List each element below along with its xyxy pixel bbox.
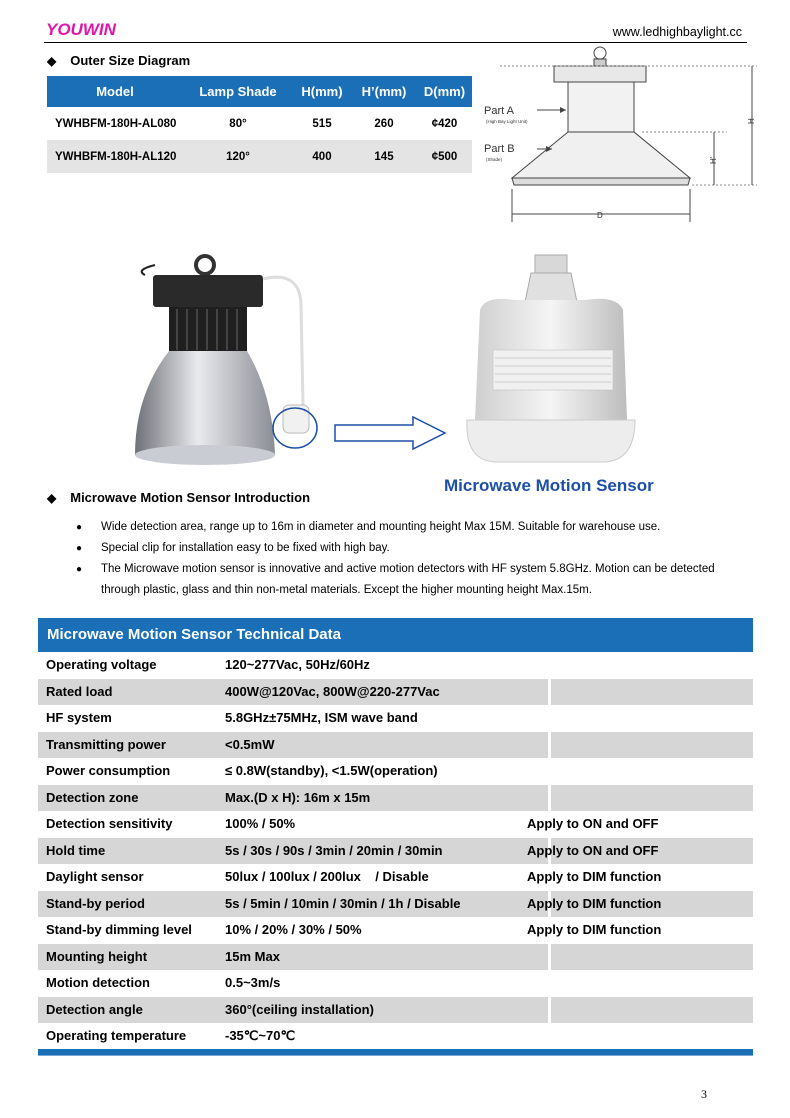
spec-note: Apply to DIM function <box>527 895 662 911</box>
spec-label: Transmitting power <box>46 736 166 752</box>
size-cell: ¢420 <box>431 117 458 130</box>
motion-sensor-image <box>455 250 645 475</box>
size-cell: 515 <box>312 117 332 130</box>
high-bay-lamp-image <box>125 245 325 477</box>
right-arrow-icon <box>333 415 448 451</box>
size-cell: ¢500 <box>417 140 472 173</box>
spec-note: Apply to DIM function <box>527 922 662 937</box>
spec-label: Hold time <box>46 842 106 858</box>
table-row <box>38 944 753 971</box>
hanging-ring-icon <box>594 47 606 59</box>
spec-value: 10% / 20% / 30% / 50% <box>225 922 362 937</box>
spec-value: 360°(ceiling installation) <box>225 1001 374 1017</box>
spec-note: Apply to DIM function <box>527 869 662 884</box>
spec-label: Operating voltage <box>46 657 157 672</box>
spec-value: 5s / 5min / 10min / 30min / 1h / Disable <box>225 895 461 911</box>
dim-h-label: H <box>747 118 756 124</box>
part-b-label: Part B <box>484 143 515 155</box>
diamond-bullet-icon: ◆ <box>47 490 57 505</box>
table-row <box>38 732 753 759</box>
table-row <box>38 758 753 785</box>
spec-label: Motion detection <box>46 975 150 990</box>
size-col-h-prime: H’(mm) <box>351 76 417 107</box>
spec-label: Rated load <box>46 683 113 699</box>
part-a-label: Part A <box>484 105 514 117</box>
spec-value: 5.8GHz±75MHz, ISM wave band <box>225 710 418 725</box>
spec-value: 15m Max <box>225 948 280 964</box>
outer-size-heading <box>47 53 190 68</box>
size-cell: 260 <box>374 117 394 130</box>
table-row <box>38 838 753 865</box>
spec-value: 400W@120Vac, 800W@220-277Vac <box>225 683 440 699</box>
table-row <box>38 970 753 997</box>
table-row <box>38 917 753 944</box>
intro-bullet-list <box>76 517 756 601</box>
spec-label: HF system <box>46 710 112 725</box>
spec-label: Stand-by dimming level <box>46 922 192 937</box>
page-number: 3 <box>701 1087 707 1101</box>
size-table-row <box>47 107 472 140</box>
website-url: www.ledhighbaylight.cc <box>612 25 742 39</box>
tech-table-bottom-rule <box>38 1049 753 1056</box>
table-row <box>38 997 753 1024</box>
spec-label: Detection angle <box>46 1001 143 1017</box>
table-row <box>38 679 753 706</box>
tech-data-title: Microwave Motion Sensor Technical Data <box>38 618 753 652</box>
outer-size-table <box>47 76 472 173</box>
spec-label: Daylight sensor <box>46 869 144 884</box>
table-row <box>38 1023 753 1050</box>
spec-label: Operating temperature <box>46 1028 187 1043</box>
header-divider <box>44 42 747 43</box>
brand-logo: YOUWIN <box>46 20 116 39</box>
size-col-d: D(mm) <box>417 76 472 107</box>
sensor-caption: Microwave Motion Sensor <box>444 476 654 495</box>
spec-value: 120~277Vac, 50Hz/60Hz <box>225 657 370 672</box>
spec-label: Stand-by period <box>46 895 145 911</box>
spec-value: <0.5mW <box>225 736 275 752</box>
list-item: ● Wide detection area, range up to 16m in diameter and mounting height Max 15M. Suitable for warehouse use. <box>76 517 756 538</box>
size-cell: 145 <box>351 140 417 173</box>
table-row <box>38 785 753 812</box>
table-row <box>38 652 753 679</box>
spec-label: Detection sensitivity <box>46 816 173 831</box>
dim-d-label: D <box>597 211 603 220</box>
outer-size-drawing <box>482 44 762 224</box>
table-row <box>38 705 753 732</box>
size-col-model: Model <box>47 76 183 107</box>
spec-label: Mounting height <box>46 948 148 964</box>
size-col-h: H(mm) <box>293 76 351 107</box>
tech-data-table <box>38 652 753 1050</box>
spec-value: ≤ 0.8W(standby), <1.5W(operation) <box>225 763 438 778</box>
spec-label: Detection zone <box>46 789 139 805</box>
spec-value: -35℃~70℃ <box>225 1028 296 1043</box>
diamond-bullet-icon: ◆ <box>47 53 57 68</box>
list-item: ● The Microwave motion sensor is innovative and active motion detectors with HF system 5.8GHz. Motion can be detected through plastic, glass and thin non-metal materials. Except the higher mounting height Max.15m. <box>76 559 756 601</box>
part-b-sub-label: (Shade) <box>486 157 503 162</box>
spec-value: 100% / 50% <box>225 816 296 831</box>
spec-value: 0.5~3m/s <box>225 975 281 990</box>
spec-label: Power consumption <box>46 763 171 778</box>
size-cell: 120° <box>183 140 293 173</box>
size-table-header-row <box>47 76 472 107</box>
outer-size-heading-text: Outer Size Diagram <box>70 53 191 68</box>
spec-value: 5s / 30s / 90s / 3min / 20min / 30min <box>225 842 443 858</box>
size-table-row <box>47 140 472 173</box>
spec-note: Apply to ON and OFF <box>527 842 659 858</box>
size-cell: YWHBFM-180H-AL080 <box>55 117 177 130</box>
table-row <box>38 811 753 838</box>
spec-note: Apply to ON and OFF <box>527 816 659 831</box>
spec-value: 50lux / 100lux / 200lux / Disable <box>225 869 429 884</box>
spec-value: Max.(D x H): 16m x 15m <box>225 789 371 805</box>
size-cell: YWHBFM-180H-AL120 <box>47 140 183 173</box>
table-row <box>38 891 753 918</box>
table-row <box>38 864 753 891</box>
intro-heading-text: Microwave Motion Sensor Introduction <box>70 490 311 505</box>
list-item: ● Special clip for installation easy to be fixed with high bay. <box>76 538 756 559</box>
size-cell: 400 <box>293 140 351 173</box>
dim-h-prime-label: H' <box>709 156 718 164</box>
size-cell: 80° <box>229 117 247 130</box>
part-a-sub-label: (High Bay Light Unit) <box>486 119 528 124</box>
size-col-lamp-shade: Lamp Shade <box>183 76 293 107</box>
intro-heading <box>47 490 310 505</box>
